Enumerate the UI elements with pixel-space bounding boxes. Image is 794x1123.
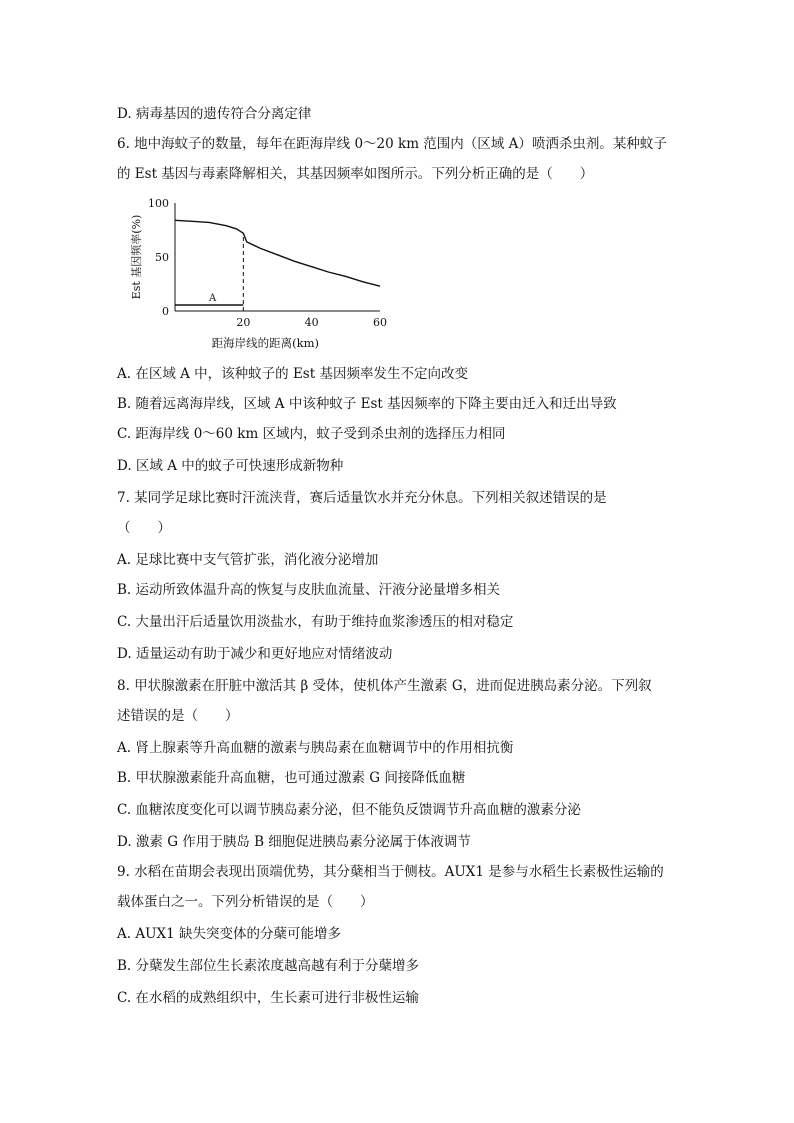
q7-stem-2: （ ） — [117, 520, 171, 536]
y-tick-label: 50 — [155, 251, 169, 264]
q8-stem-1: 8. 甲状腺激素在肝脏中激活其 β 受体，使机体产生激素 G，进而促进胰岛素分泌。下列叙 — [117, 678, 652, 694]
x-tick-label: 40 — [304, 316, 319, 329]
q9-option-a: A. AUX1 缺失突变体的分蘖可能增多 — [117, 926, 341, 942]
x-tick-label: 20 — [236, 316, 251, 329]
y-tick-label: 0 — [162, 305, 169, 318]
q7-option-b: B. 运动所致体温升高的恢复与皮肤血流量、汗液分泌量增多相关 — [117, 582, 501, 598]
q9-option-b: B. 分蘖发生部位生长素浓度越高越有利于分蘖增多 — [117, 958, 420, 974]
option-d-prev: D. 病毒基因的遗传符合分离定律 — [117, 106, 312, 122]
q8-option-b: B. 甲状腺激素能升高血糖，也可通过激素 G 间接降低血糖 — [117, 770, 466, 786]
q7-option-a: A. 足球比赛中支气管扩张，消化液分泌增加 — [117, 552, 379, 568]
y-axis-label: Est 基因频率(%) — [130, 214, 143, 300]
q8-option-a: A. 肾上腺素等升高血糖的激素与胰岛素在血糖调节中的作用相抗衡 — [117, 740, 514, 756]
q8-option-c: C. 血糖浓度变化可以调节胰岛素分泌，但不能负反馈调节升高血糖的激素分泌 — [117, 802, 581, 818]
q9-option-c: C. 在水稻的成熟组织中，生长素可进行非极性运输 — [117, 990, 419, 1006]
q7-stem-1: 7. 某同学足球比赛时汗流浃背，赛后适量饮水并充分休息。下列相关叙述错误的是 — [117, 490, 607, 506]
q6-stem-1: 6. 地中海蚊子的数量，每年在距海岸线 0～20 km 范围内（区域 A）喷洒杀虫剂。某种蚊子 — [117, 136, 667, 152]
q9-stem-2: 载体蛋白之一。下列分析错误的是（ ） — [117, 894, 374, 910]
est-gene-frequency-chart — [118, 192, 398, 352]
q8-stem-2: 述错误的是（ ） — [117, 708, 239, 724]
q6-stem-2: 的 Est 基因与毒素降解相关，其基因频率如图所示。下列分析正确的是（ ） — [117, 166, 594, 182]
q6-option-a: A. 在区域 A 中，该种蚊子的 Est 基因频率发生不定向改变 — [117, 366, 468, 382]
q6-option-b: B. 随着远离海岸线，区域 A 中该种蚊子 Est 基因频率的下降主要由迁入和迁出导致 — [117, 396, 617, 412]
q6-option-d: D. 区域 A 中的蚊子可快速形成新物种 — [117, 458, 344, 474]
x-tick-label: 60 — [373, 316, 387, 329]
y-tick-label: 100 — [148, 197, 169, 210]
q7-option-d: D. 适量运动有助于减少和更好地应对情绪波动 — [117, 646, 393, 662]
est-frequency-line — [175, 220, 380, 286]
q6-option-c: C. 距海岸线 0～60 km 区域内，蚊子受到杀虫剂的选择压力相同 — [117, 426, 506, 442]
region-a-label: A — [208, 293, 217, 304]
x-axis-label: 距海岸线的距离(km) — [211, 336, 320, 350]
q7-option-c: C. 大量出汗后适量饮用淡盐水，有助于维持血浆渗透压的相对稳定 — [117, 614, 514, 630]
q9-stem-1: 9. 水稻在苗期会表现出顶端优势，其分蘖相当于侧枝。AUX1 是参与水稻生长素极性运输的 — [117, 864, 664, 880]
q8-option-d: D. 激素 G 作用于胰岛 B 细胞促进胰岛素分泌属于体液调节 — [117, 834, 471, 850]
